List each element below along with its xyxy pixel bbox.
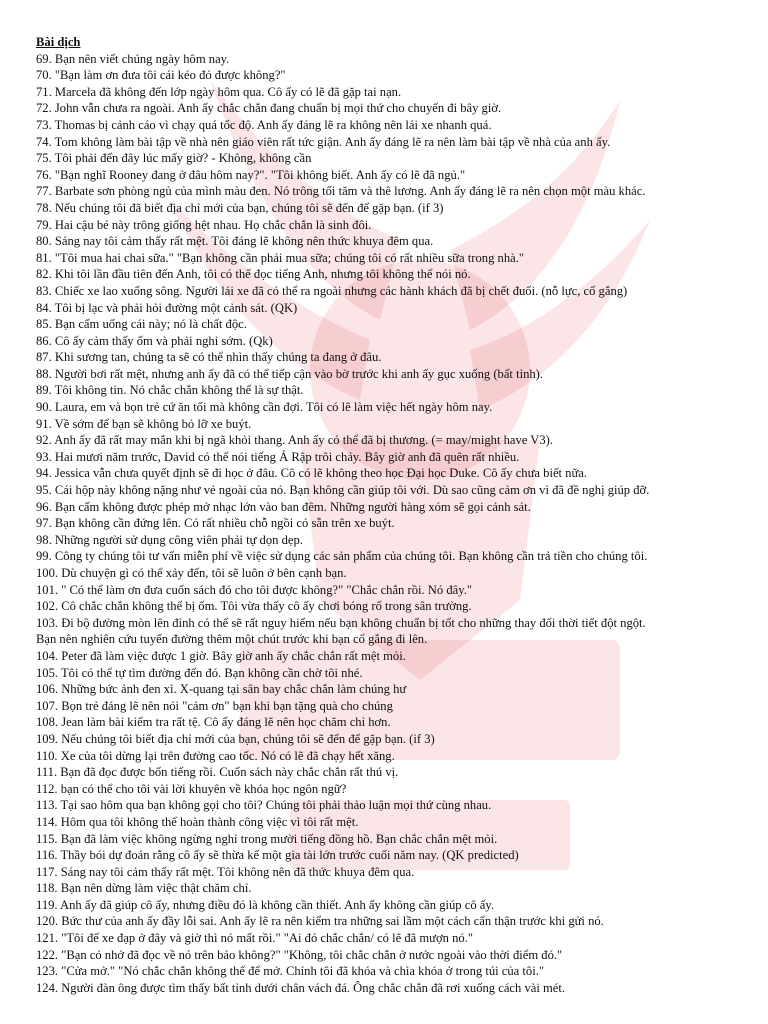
sentence-line: 79. Hai cậu bé này trông giống hệt nhau. Họ chắc chắn là sinh đôi. <box>36 217 372 232</box>
sentence-line: 76. "Bạn nghĩ Rooney đang ở đâu hôm nay?". "Tôi không biết. Anh ấy có lẽ đã ngủ." <box>36 167 466 182</box>
sentence-line: 120. Bức thư của anh ấy đầy lỗi sai. Anh ấy lẽ ra nên kiểm tra những sai lầm một cách cẩn thận trước khi gửi nó. <box>36 914 604 929</box>
sentence-line: 106. Những bức ảnh đen xì. X-quang tại sân bay chắc chắn làm chúng hư <box>36 682 407 697</box>
sentence-line: 108. Jean làm bài kiểm tra rất tệ. Cô ấy đáng lẽ nên học chăm chỉ hơn. <box>36 715 391 730</box>
sentence-line: 113. Tại sao hôm qua bạn không gọi cho tôi? Chúng tôi phải thảo luận mọi thứ cùng nhau. <box>36 798 492 813</box>
sentence-line: 116. Thầy bói dự đoán rằng cô ấy sẽ thừa kế một gia tài lớn trước cuối năm nay. (QK predicted) <box>36 848 519 863</box>
sentence-line: 102. Cô chắc chắn không thể bị ốm. Tôi vừa thấy cô ấy chơi bóng rổ trong sân trường. <box>36 599 472 614</box>
sentence-line: 70. "Bạn làm ơn đưa tôi cái kéo đó được không?" <box>36 68 286 83</box>
sentence-line: 80. Sáng nay tôi cảm thấy rất mệt. Tôi đáng lẽ không nên thức khuya đêm qua. <box>36 234 434 249</box>
sentence-line: 115. Bạn đã làm việc không ngừng nghỉ trong mười tiếng đồng hồ. Bạn chắc chắn mệt mỏi. <box>36 831 498 846</box>
sentence-line: 71. Marcela đã không đến lớp ngày hôm qua. Cô ấy có lẽ đã gặp tai nạn. <box>36 84 402 99</box>
sentence-line: 107. Bọn trẻ đáng lẽ nên nói "cảm ơn" bạn khi bạn tặng quà cho chúng <box>36 698 393 713</box>
sentence-line: 112. bạn có thể cho tôi vài lời khuyên về khóa học ngôn ngữ? <box>36 781 347 796</box>
sentence-line: 78. Nếu chúng tôi đã biết địa chỉ mới của bạn, chúng tôi sẽ đến để gặp bạn. (if 3) <box>36 200 444 215</box>
sentence-line: 72. John vẫn chưa ra ngoài. Anh ấy chắc chắn đang chuẩn bị mọi thứ cho chuyến đi bây giờ. <box>36 101 502 116</box>
sentence-line: 73. Thomas bị cảnh cáo vì chạy quá tốc độ. Anh ấy đáng lẽ ra không nên lái xe nhanh quá. <box>36 117 492 132</box>
sentence-line: 123. "Cửa mở." "Nó chắc chắn không thể để mở. Chính tôi đã khóa và chìa khóa ở trong túi của tôi." <box>36 964 544 979</box>
section-heading: Bài dịch <box>36 35 81 49</box>
sentence-line: 74. Tom không làm bài tập về nhà nên giáo viên rất tức giận. Anh ấy đáng lẽ ra nên làm bài tập về nhà của anh ấy. <box>36 134 611 149</box>
sentence-line: 92. Anh ấy đã rất may mắn khi bị ngã khỏi thang. Anh ấy có thể đã bị thương. (= may/might have V3). <box>36 433 554 448</box>
sentence-line: 83. Chiếc xe lao xuống sông. Người lái xe đã có thể ra ngoài nhưng các hành khách đã bị chết đuối. (nỗ lực, cố gắng) <box>36 283 628 298</box>
sentence-line: 104. Peter đã làm việc được 1 giờ. Bây giờ anh ấy chắc chắn rất mệt mỏi. <box>36 648 406 663</box>
sentence-line: 124. Người đàn ông được tìm thấy bất tỉnh dưới chân vách đá. Ông chắc chắn đã rơi xuống cách vài mét. <box>36 980 566 995</box>
sentence-line: 110. Xe của tôi dừng lại trên đường cao tốc. Nó có lẽ đã chạy hết xăng. <box>36 748 395 763</box>
sentence-line: 118. Bạn nên dừng làm việc thật chăm chỉ. <box>36 881 252 896</box>
sentence-line: 86. Cô ấy cảm thấy ốm và phải nghỉ sớm. (Qk) <box>36 333 273 348</box>
sentence-line: 117. Sáng nay tôi cảm thấy rất mệt. Tôi không nên đã thức khuya đêm qua. <box>36 864 415 879</box>
sentence-line: 98. Những người sử dụng công viên phải tự dọn dẹp. <box>36 532 303 547</box>
sentence-line: 77. Barbate sơn phòng ngủ của mình màu đen. Nó trông tối tăm và thê lương. Anh ấy đáng lẽ ra nên chọn một màu khác. <box>36 184 646 199</box>
sentence-line: 121. "Tôi để xe đạp ở đây và giờ thì nó mất rồi." "Ai đó chắc chắn/ có lẽ đã mượn nó." <box>36 931 473 946</box>
sentence-line: 100. Dù chuyện gì có thể xảy đến, tôi sẽ luôn ở bên cạnh bạn. <box>36 566 347 580</box>
sentence-line: 75. Tôi phải đến đây lúc mấy giờ? - Không, không cần <box>36 151 312 166</box>
sentence-line: 87. Khi sương tan, chúng ta sẽ có thể nhìn thấy chúng ta đang ở đâu. <box>36 350 382 365</box>
sentence-line: 85. Bạn cấm uống cái này; nó là chất độc. <box>36 317 247 332</box>
translation-text <box>36 34 758 996</box>
sentence-line: 94. Jessica vẫn chưa quyết định sẽ đi học ở đâu. Cô có lẽ không theo học Đại học Duke. Cô ấy chưa biết nữa. <box>36 466 588 481</box>
sentence-line: 82. Khi tôi lần đầu tiên đến Anh, tôi có thể đọc tiếng Anh, nhưng tôi không thể nói nó. <box>36 267 471 282</box>
sentence-line: 69. Bạn nên viết chúng ngày hôm nay. <box>36 51 230 66</box>
sentence-list <box>36 51 758 997</box>
sentence-line: 89. Tôi không tin. Nó chắc chắn không thể là sự thật. <box>36 383 304 398</box>
sentence-line: Bạn nên nghiên cứu tuyến đường thêm một chút trước khi bạn cố gắng đi lên. <box>36 632 428 647</box>
sentence-line: 109. Nếu chúng tôi biết địa chỉ mới của bạn, chúng tôi sẽ đến để gặp bạn. (if 3) <box>36 731 435 746</box>
sentence-line: 111. Bạn đã đọc được bốn tiếng rồi. Cuốn sách này chắc chắn rất thú vị. <box>36 765 399 780</box>
sentence-line: 122. "Bạn có nhớ đã đọc về nó trên báo không?" "Không, tôi chắc chắn ở nước ngoài vào thời điểm đó." <box>36 947 563 962</box>
sentence-line: 97. Bạn không cần đứng lên. Có rất nhiều chỗ ngồi có sẵn trên xe buýt. <box>36 516 395 531</box>
sentence-line: 93. Hai mươi năm trước, David có thể nói tiếng Ả Rập trôi chảy. Bây giờ anh đã quên rất nhiều. <box>36 449 520 464</box>
sentence-line: 90. Laura, em và bọn trẻ cứ ăn tối mà không cần đợi. Tôi có lẽ làm việc hết ngày hôm nay. <box>36 400 493 415</box>
sentence-line: 114. Hôm qua tôi không thể hoàn thành công việc vì tôi rất mệt. <box>36 814 359 829</box>
sentence-line: 99. Công ty chúng tôi tư vấn miễn phí về việc sử dụng các sản phẩm của chúng tôi. Bạn không cần trả tiền cho chúng tôi. <box>36 549 648 564</box>
sentence-line: 96. Bạn cấm không được phép mở nhạc lớn vào ban đêm. Những người hàng xóm sẽ gọi cảnh sát. <box>36 499 531 514</box>
sentence-line: 105. Tôi có thể tự tìm đường đến đó. Bạn không cần chờ tôi nhé. <box>36 665 363 680</box>
sentence-line: 91. Về sớm để bạn sẽ không bỏ lỡ xe buýt. <box>36 416 252 431</box>
sentence-line: 101. " Có thể làm ơn đưa cuốn sách đó cho tôi được không?" "Chắc chắn rồi. Nó đây." <box>36 582 472 597</box>
sentence-line: 103. Đi bộ đường mòn lên đỉnh có thể sẽ rất nguy hiểm nếu bạn không chuẩn bị tốt cho những thay đổi thời tiết đột ngột. <box>36 615 646 630</box>
sentence-line: 88. Người bơi rất mệt, nhưng anh ấy đã có thể tiếp cận vào bờ trước khi anh ấy gục xuống (bất tỉnh). <box>36 366 544 381</box>
sentence-line: 81. "Tôi mua hai chai sữa." "Bạn không cần phải mua sữa; chúng tôi có rất nhiều sữa trong nhà." <box>36 250 525 265</box>
sentence-line: 119. Anh ấy đã giúp cô ấy, nhưng điều đó là không cần thiết. Anh ấy không cần giúp cô ấy. <box>36 897 495 912</box>
sentence-line: 84. Tôi bị lạc và phải hỏi đường một cảnh sát. (QK) <box>36 300 298 315</box>
sentence-line: 95. Cái hộp này không nặng như vẻ ngoài của nó. Bạn không cần giúp tôi với. Dù sao cũng cảm ơn vì đã đề nghị giúp đỡ. <box>36 483 650 498</box>
